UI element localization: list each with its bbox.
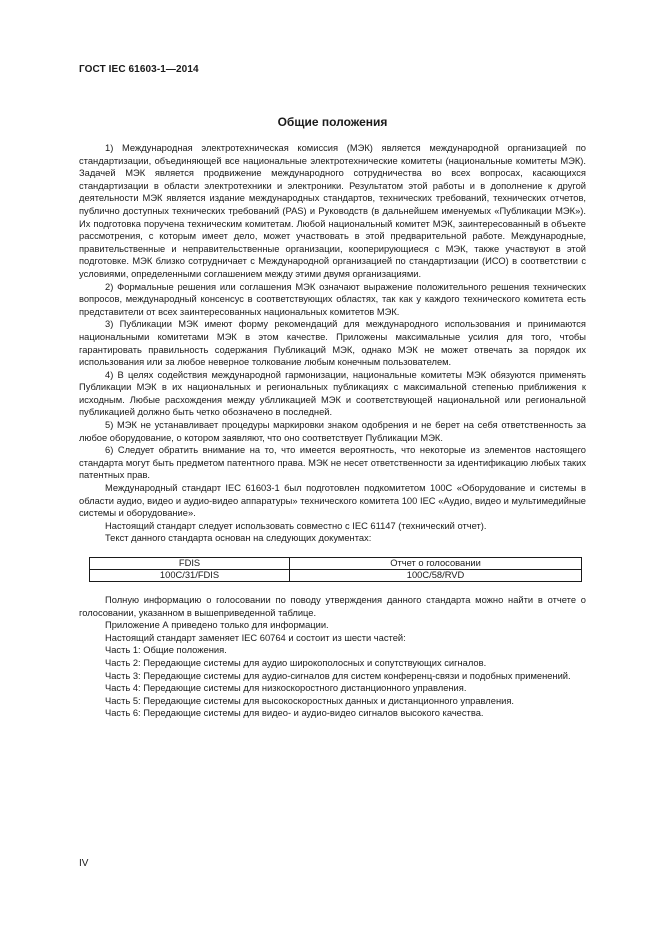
list-item: Часть 1: Общие положения. bbox=[105, 645, 227, 656]
paragraph: Текст данного стандарта основан на следующих документах: bbox=[105, 533, 372, 544]
paragraph: Международный стандарт IEC 61603-1 был подготовлен подкомитетом 100С «Оборудование и системы в области аудио, видео и аудио-видео аппаратуры» технического комитета 100 IEC «Аудио, видео и мультимедийные системы и оборудование». bbox=[79, 483, 586, 519]
paragraph: 6) Следует обратить внимание на то, что имеется вероятность, что некоторые из элементов настоящего стандарта могут быть предметом патентного права. МЭК не несет ответственности за идентификацию любых таких патентных прав. bbox=[79, 445, 586, 481]
table-header-cell: FDIS bbox=[90, 558, 290, 570]
list-item: Часть 5: Передающие системы для высокоскоростных данных и дистанционного управления. bbox=[105, 695, 514, 706]
paragraph: 1) Международная электротехническая комиссия (МЭК) является международной организацией по стандартизации, объединяющей все национальные электротехнические комитеты (национальные комитеты МЭК). Задачей МЭК является продвижение международного сотрудничества во всех вопросах, касающихся стандартизации в области электротехники и электроники. Результатом этой работы и в дополнение к другой деятельности МЭК является издание международных стандартов, технических требований, технических отчетов, публично доступных технических требований (PAS) и Руководств (в дальнейшем именуемых «Публикации МЭК»). Их подготовка поручена техническим комитетам. Любой национальный комитет МЭК, заинтересованный в объекте рассмотрения, с которым имеет дело, может участвовать в этой предварительной работе. Международные, правительственные и неправительственные организации, кооперирующиеся с МЭК, также участвуют в этой подготовке. МЭК близко сотрудничает с Международной организацией по стандартизации (ИСО) в соответствии с условиями, определенными соглашением между этими двумя организациями. bbox=[79, 143, 586, 279]
list-item: Часть 4: Передающие системы для низкоскоростного дистанционного управления. bbox=[105, 683, 467, 694]
voting-documents-table bbox=[89, 557, 582, 582]
section-title: Общие положения bbox=[277, 115, 388, 129]
paragraph: Приложение А приведено только для информации. bbox=[105, 620, 329, 631]
document-body bbox=[79, 142, 586, 720]
paragraph: 4) В целях содействия международной гармонизации, национальные комитеты МЭК обязуются применять Публикации МЭК в их национальных и региональных публикациях с максимальной степенью приближения к исходным. Любые расхождения между ублликацией МЭК и соответствующей национальной или региональной публикацией должно быть четко обозначено в последней. bbox=[79, 369, 586, 418]
paragraph: 2) Формальные решения или соглашения МЭК означают выражение положительного решения технических вопросов, международный консенсус в соответствующих областях, так как у каждого технического комитета есть представители от всех заинтересованных национальных комитетов МЭК. bbox=[79, 281, 586, 317]
table-cell: 100C/58/RVD bbox=[290, 570, 582, 582]
voting-documents-table-wrapper bbox=[89, 557, 582, 582]
table-header-row bbox=[90, 558, 582, 570]
table-row bbox=[90, 570, 582, 582]
paragraph: Настоящий стандарт заменяет IEC 60764 и состоит из шести частей: bbox=[105, 632, 406, 643]
paragraph: 3) Публикации МЭК имеют форму рекомендаций для международного использования и принимаются национальными комитетами МЭК в этом качестве. Приложены максимальные усилия для того, чтобы гарантировать правильность содержания Публикаций МЭК, однако МЭК не может отвечать за порядок их использования или за любое неверное толкование любым конечным пользователем. bbox=[79, 319, 586, 368]
table-cell: 100C/31/FDIS bbox=[90, 570, 290, 582]
paragraph: Настоящий стандарт следует использовать совместно с IEC 61147 (технический отчет). bbox=[105, 520, 487, 531]
document-code: ГОСТ IEC 61603-1—2014 bbox=[79, 64, 199, 75]
list-item: Часть 6: Передающие системы для видео- и аудио-видео сигналов высокого качества. bbox=[105, 708, 484, 719]
list-item: Часть 2: Передающие системы для аудио широкополосных и сопутствующих сигналов. bbox=[105, 657, 487, 668]
paragraph: 5) МЭК не устанавливает процедуры маркировки знаком одобрения и не берет на себя ответственность за любое оборудование, о котором заявляют, что оно соответствует Публикации МЭК. bbox=[79, 420, 586, 443]
paragraph: Полную информацию о голосовании по поводу утверждения данного стандарта можно найти в отчете о голосовании, указанном в вышеприведенной таблице. bbox=[79, 595, 586, 618]
list-item: Часть 3: Передающие системы для аудио-сигналов для систем конференц-связи и подобных применений. bbox=[105, 670, 571, 681]
table-header-cell: Отчет о голосовании bbox=[290, 558, 582, 570]
page-number: IV bbox=[79, 858, 89, 869]
